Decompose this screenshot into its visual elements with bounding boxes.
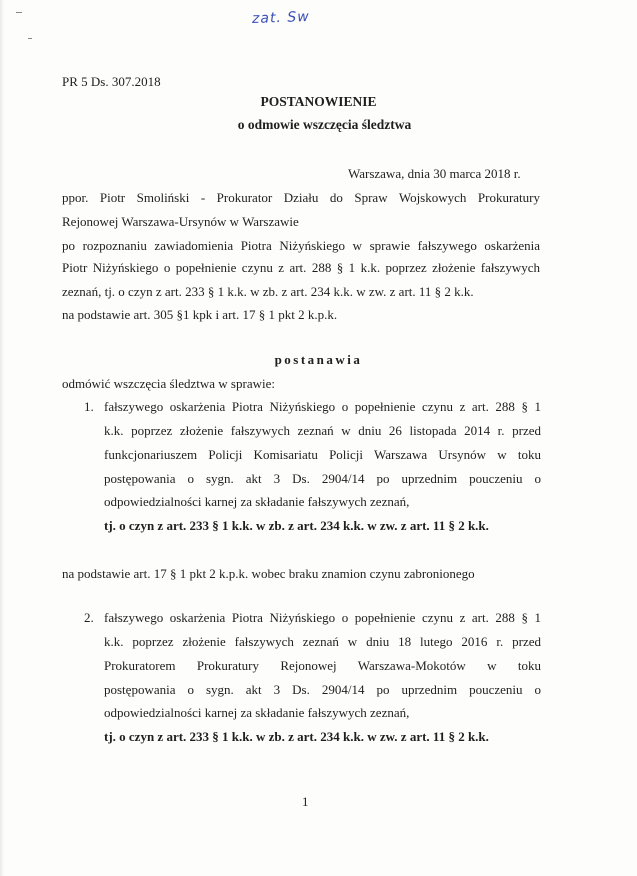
- case-reference: PR 5 Ds. 307.2018: [62, 74, 161, 89]
- item-line: Prokuratorem Prokuratury Rejonowej Warszawa-Mokotów w toku: [104, 658, 541, 673]
- item-line: postępowania o sygn. akt 3 Ds. 2904/14 po uprzednim pouczeniu o: [104, 682, 541, 697]
- legal-basis: na podstawie art. 17 § 1 pkt 2 k.p.k. wobec braku znamion czynu zabronionego: [62, 566, 475, 581]
- decision-intro: odmówić wszczęcia śledztwa w sprawie:: [62, 376, 275, 391]
- item-number: 2.: [84, 610, 94, 625]
- scan-edge: [0, 0, 4, 876]
- scan-speck: [16, 12, 22, 13]
- item-line: k.k. poprzez złożenie fałszywych zeznań w dniu 18 lutego 2016 r. przed: [104, 634, 541, 649]
- item-line: k.k. poprzez złożenie fałszywych zeznań w dniu 26 listopada 2014 r. przed: [104, 423, 541, 438]
- intro-line: na podstawie art. 305 §1 kpk i art. 17 § 1 pkt 2 k.p.k.: [62, 307, 338, 322]
- place-date: Warszawa, dnia 30 marca 2018 r.: [348, 166, 521, 181]
- decision-heading: postanawia: [274, 352, 363, 367]
- intro-line: po rozpoznaniu zawiadomienia Piotra Niżyńskiego w sprawie fałszywego oskarżenia: [62, 238, 540, 253]
- intro-line: Rejonowej Warszawa-Ursynów w Warszawie: [62, 214, 299, 229]
- intro-line: Piotr Niżyńskiego o popełnienie czynu z art. 288 § 1 k.k. poprzez złożenie fałszywych: [62, 260, 540, 275]
- page-number: 1: [302, 794, 309, 809]
- item-line: odpowiedzialności karnej za składanie fałszywych zeznań,: [104, 494, 410, 509]
- item-line: fałszywego oskarżenia Piotra Niżyńskiego o popełnienie czynu z art. 288 § 1: [104, 610, 541, 625]
- item-qualification: tj. o czyn z art. 233 § 1 k.k. w zb. z art. 234 k.k. w zw. z art. 11 § 2 k.k.: [104, 518, 489, 533]
- item-line: funkcjonariuszem Policji Komisariatu Policji Warszawa Ursynów w toku: [104, 447, 541, 462]
- item-line: postępowania o sygn. akt 3 Ds. 2904/14 po uprzednim pouczeniu o: [104, 471, 541, 486]
- handwritten-note: zat. Sw: [251, 8, 310, 28]
- document-title: POSTANOWIENIE: [260, 94, 377, 109]
- item-number: 1.: [84, 399, 94, 414]
- scan-speck: [28, 38, 32, 39]
- item-qualification: tj. o czyn z art. 233 § 1 k.k. w zb. z art. 234 k.k. w zw. z art. 11 § 2 k.k.: [104, 729, 489, 744]
- intro-line: ppor. Piotr Smoliński - Prokurator Działu do Spraw Wojskowych Prokuratury: [62, 190, 540, 205]
- intro-line: zeznań, tj. o czyn z art. 233 § 1 k.k. w zb. z art. 234 k.k. w zw. z art. 11 § 2 k.k.: [62, 284, 474, 299]
- item-line: odpowiedzialności karnej za składanie fałszywych zeznań,: [104, 705, 410, 720]
- item-line: fałszywego oskarżenia Piotra Niżyńskiego o popełnienie czynu z art. 288 § 1: [104, 399, 541, 414]
- document-subtitle: o odmowie wszczęcia śledztwa: [237, 117, 412, 132]
